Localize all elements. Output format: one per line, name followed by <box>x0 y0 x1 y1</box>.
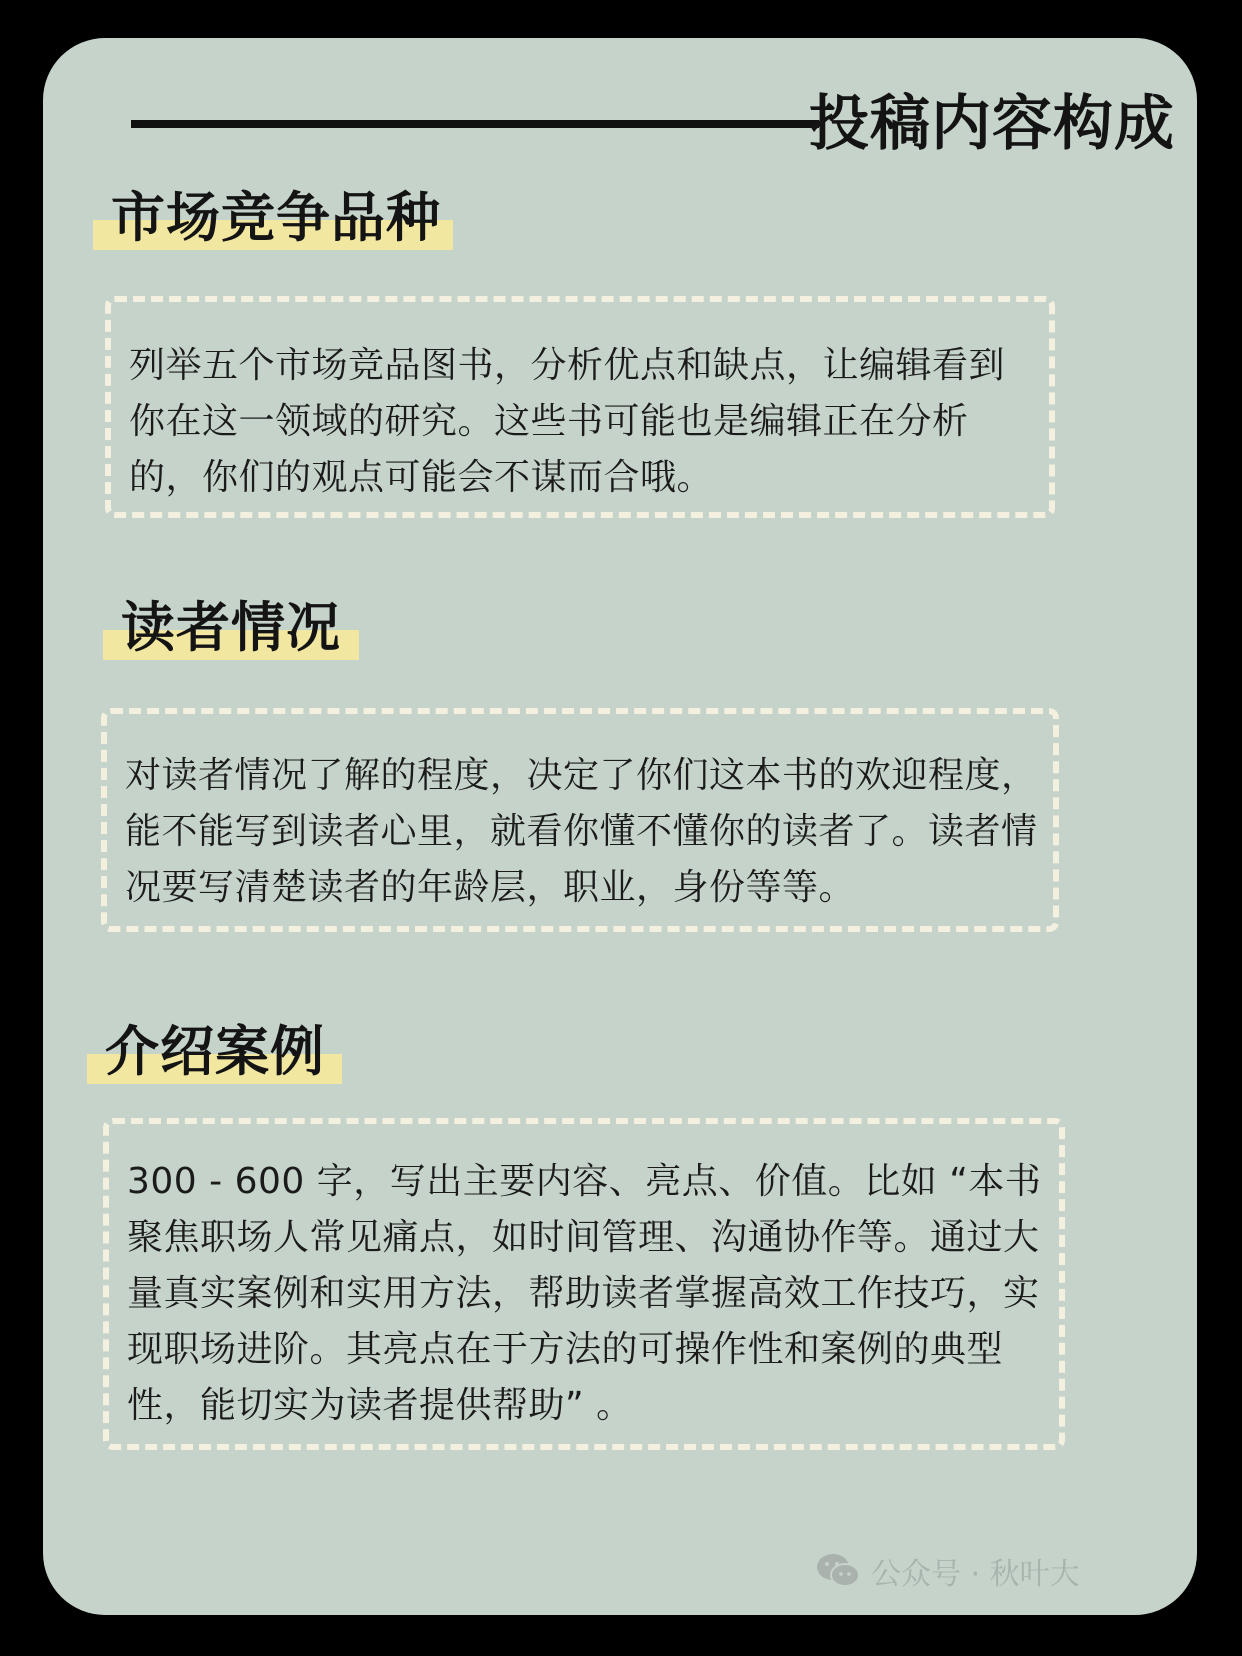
title-rule <box>131 120 819 128</box>
section-heading-intro <box>87 1020 342 1084</box>
footer-text: 公众号 · 秋叶大 <box>871 1557 1080 1592</box>
section-body-text: 列举五个市场竞品图书，分析优点和缺点，让编辑看到你在这一领域的研究。这些书可能也是编辑正在分析的，你们的观点可能会不谋而合哦。 <box>129 345 1006 498</box>
section-body-text: 300 - 600 字，写出主要内容、亮点、价值。比如 “本书聚焦职场人常见痛点，如时间管理、沟通协作等。通过大量真实案例和实用方法，帮助读者掌握高效工作技巧，实现职场进阶。其亮点在于方法的可操作性和案例的典型性，能切实为读者提供帮助” 。 <box>127 1161 1042 1426</box>
section-box-intro <box>103 1118 1065 1450</box>
section-heading-readers <box>103 596 359 660</box>
section-box-competitors <box>105 296 1055 518</box>
section-heading-competitors <box>93 186 453 250</box>
footer-watermark <box>815 1551 1080 1591</box>
section-box-readers <box>101 708 1059 932</box>
section-heading-text: 介绍案例 <box>105 1020 325 1083</box>
page-title: 投稿内容构成 <box>809 89 1175 159</box>
section-heading-text: 市场竞争品种 <box>111 186 441 249</box>
wechat-icon <box>815 1552 861 1590</box>
section-heading-text: 读者情况 <box>121 596 341 659</box>
content-card <box>43 38 1197 1615</box>
section-body-text: 对读者情况了解的程度，决定了你们这本书的欢迎程度，能不能写到读者心里，就看你懂不懂你的读者了。读者情况要写清楚读者的年龄层，职业，身份等等。 <box>125 755 1038 908</box>
